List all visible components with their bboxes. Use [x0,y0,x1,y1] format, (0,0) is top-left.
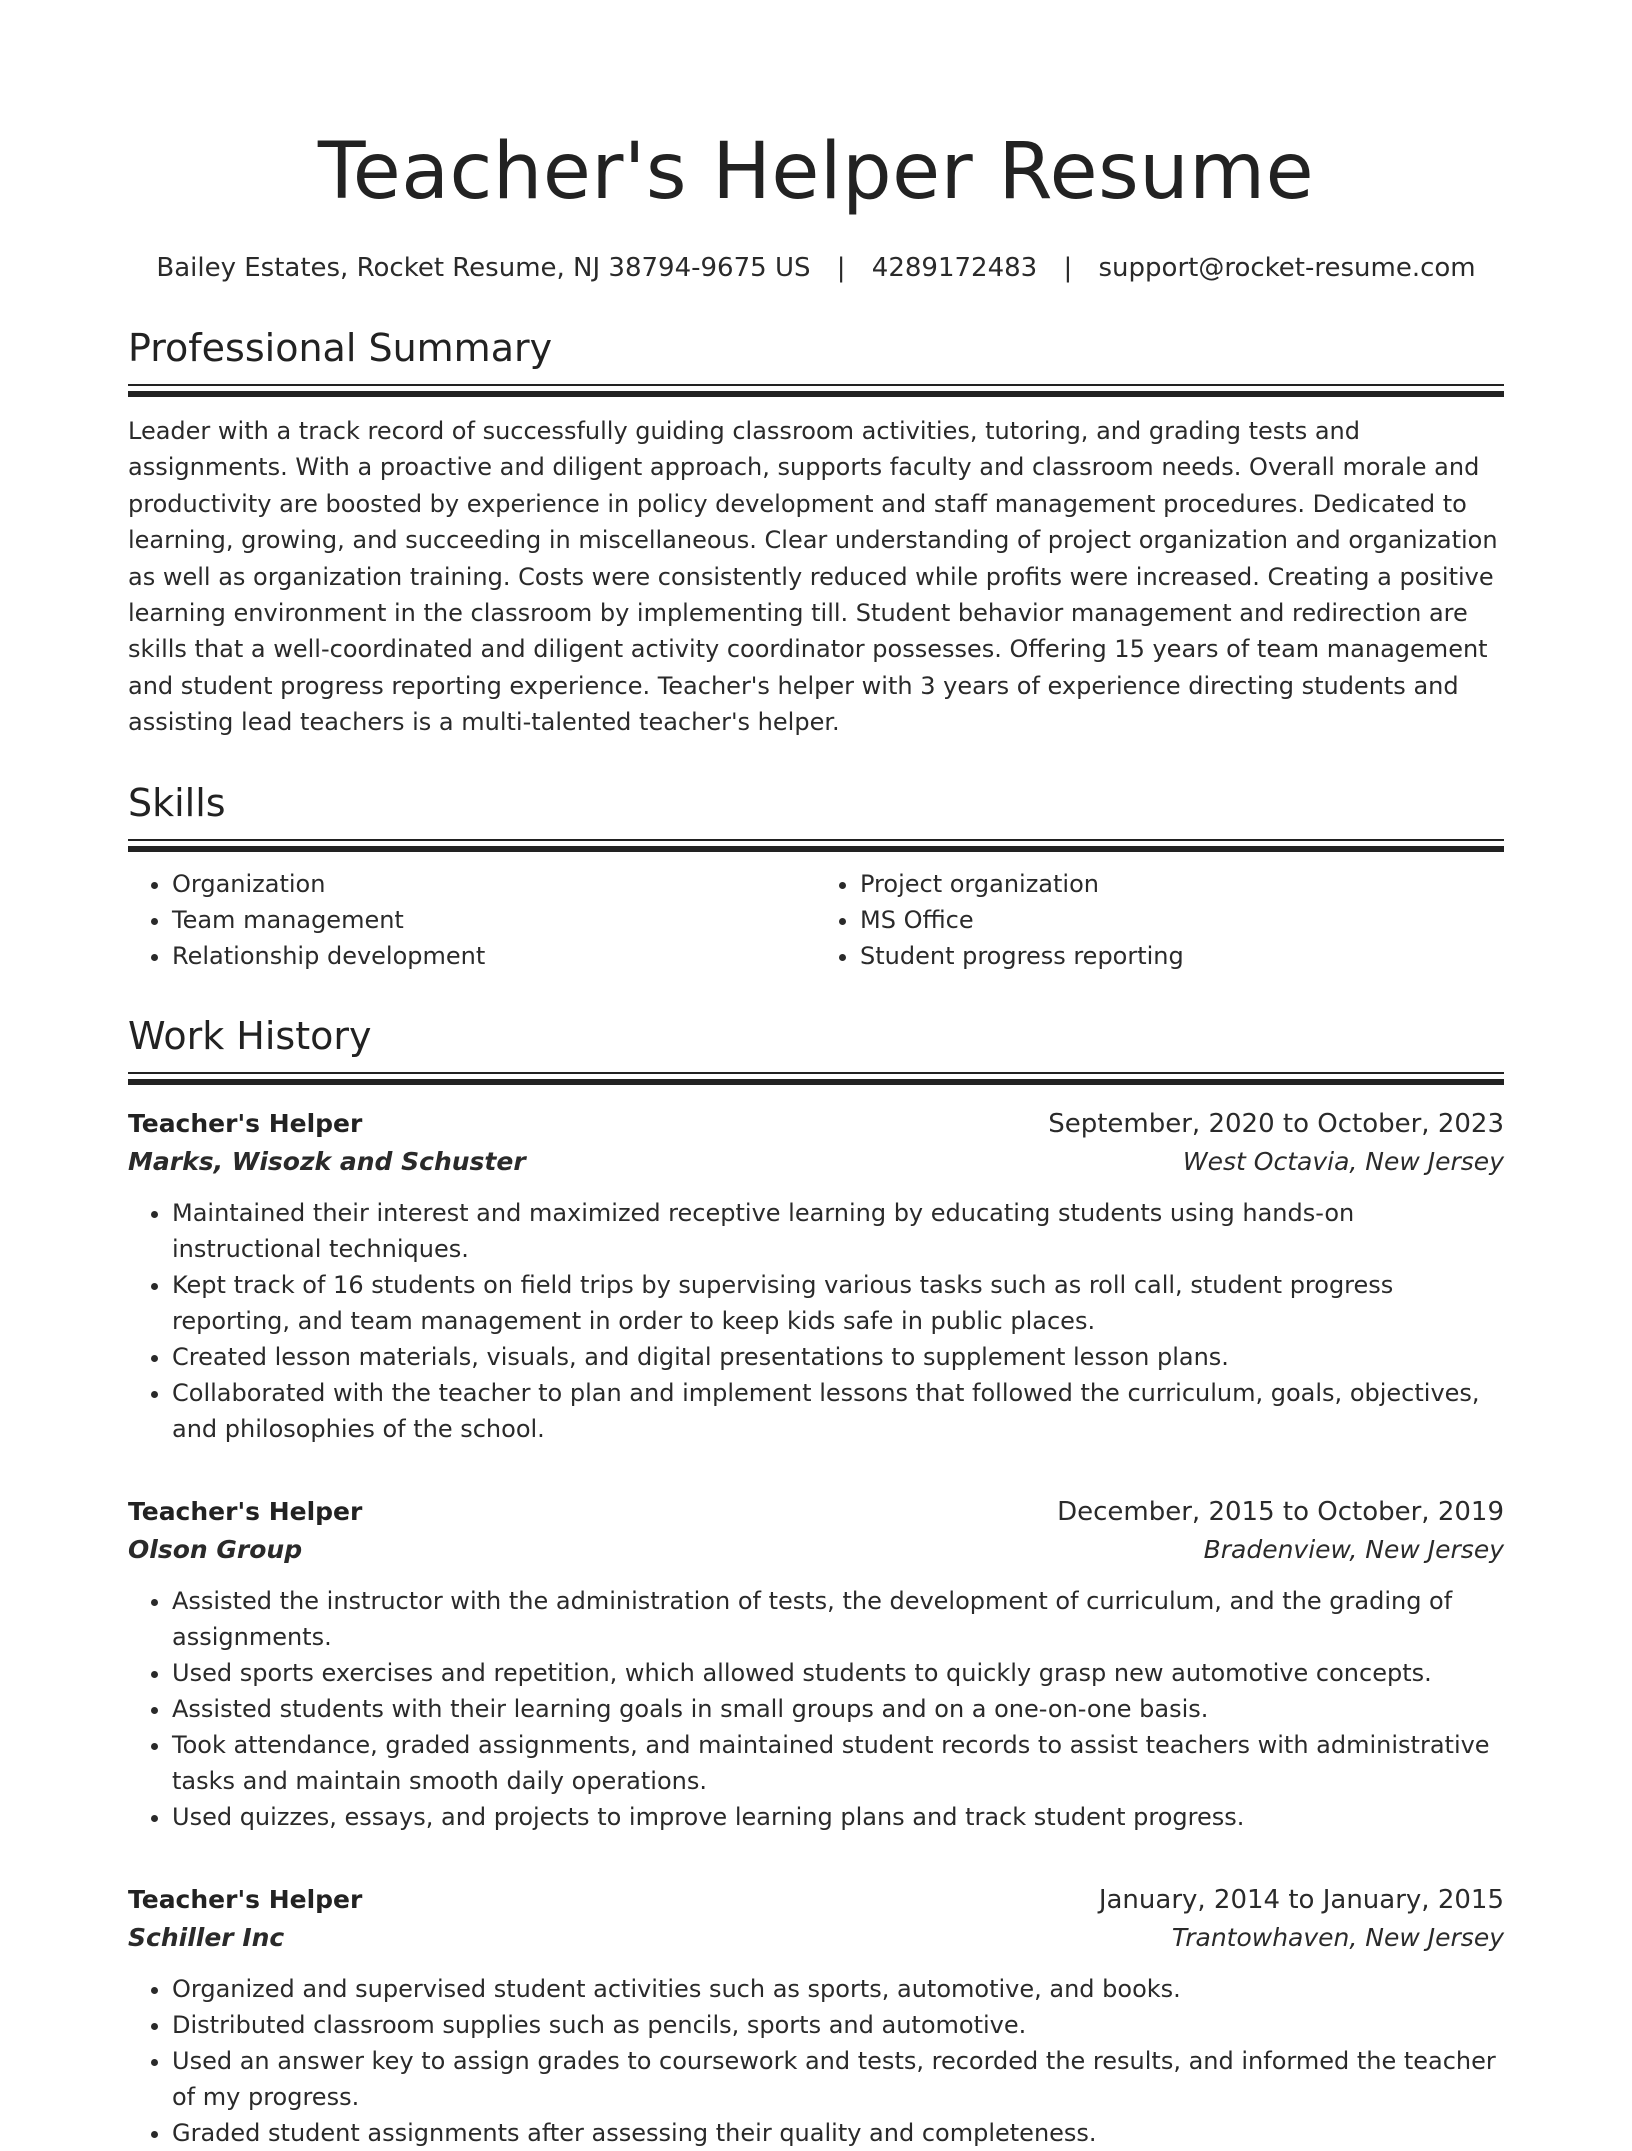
job-duty-item: • Took attendance, graded assignments, and maintained student records to assist teachers with administrative tasks and maintain smooth daily operations. [172,1727,1504,1799]
job-duty-item: • Assisted students with their learning goals in small groups and on a one-on-one basis. [172,1691,1504,1727]
work-history-heading: Work History [128,1013,372,1058]
job-duty-item: • Used an answer key to assign grades to coursework and tests, recorded the results, and informed the teacher of my progress. [172,2043,1504,2115]
job-company-row [128,1531,1504,1569]
job-duty-item: • Maintained their interest and maximized receptive learning by educating students using hands-on instructional techniques. [172,1195,1504,1267]
job-duty-item: • Created lesson materials, visuals, and digital presentations to supplement lesson plans. [172,1339,1504,1375]
job-header-row [128,1105,1504,1143]
work-history-section [128,1012,1504,2151]
contact-address: Bailey Estates, Rocket Resume, NJ 38794-9675 US [156,253,811,283]
contact-email: support@rocket-resume.com [1098,253,1476,283]
job-company: Marks, Wisozk and Schuster [128,1146,526,1176]
contact-separator: | [836,253,846,283]
contact-separator: | [1063,253,1073,283]
job-duties [128,1583,1504,1835]
contact-line [128,250,1504,286]
skills-list-left [128,866,816,974]
skill-item: • MS Office [860,902,1504,938]
summary-heading: Professional Summary [128,326,553,370]
job-company: Olson Group [128,1534,303,1564]
job-duty-item: • Distributed classroom supplies such as pencils, sports and automotive. [172,2007,1504,2043]
section-divider [128,384,1504,397]
skill-item: • Relationship development [172,938,816,974]
job-header-row [128,1881,1504,1919]
skill-item: • Organization [172,866,816,902]
job-dates: January, 2014 to January, 2015 [1098,1884,1504,1915]
job-dates: December, 2015 to October, 2019 [1057,1496,1504,1527]
skills-section [128,779,1504,974]
skill-item: • Team management [172,902,816,938]
job-duty-item: • Collaborated with the teacher to plan and implement lessons that followed the curriculum, goals, objectives, and philosophies of the school. [172,1375,1504,1447]
job-entry [128,1881,1504,2151]
job-duty-item: • Used sports exercises and repetition, which allowed students to quickly grasp new automotive concepts. [172,1655,1504,1691]
job-duty-item: • Organized and supervised student activities such as sports, automotive, and books. [172,1971,1504,2007]
section-divider [128,839,1504,852]
job-duty-item: • Used quizzes, essays, and projects to improve learning plans and track student progress. [172,1799,1504,1835]
job-company: Schiller Inc [128,1922,285,1952]
job-location: Trantowhaven, New Jersey [1171,1922,1504,1952]
job-dates: September, 2020 to October, 2023 [1048,1108,1504,1139]
job-duties [128,1971,1504,2151]
resume-title: Teacher's Helper Resume [317,127,1315,217]
section-divider [128,1072,1504,1085]
job-title: Teacher's Helper [128,1108,363,1138]
skill-item: • Project organization [860,866,1504,902]
job-location: Bradenview, New Jersey [1203,1534,1504,1564]
contact-phone: 4289172483 [871,253,1038,283]
skills-grid [128,866,1504,974]
skill-item: • Student progress reporting [860,938,1504,974]
skills-list-right [816,866,1504,974]
job-duties [128,1195,1504,1447]
job-company-row [128,1143,1504,1181]
job-duty-item: • Graded student assignments after assessing their quality and completeness. [172,2115,1504,2151]
skills-heading: Skills [128,780,226,825]
job-duty-item: • Kept track of 16 students on field trips by supervising various tasks such as roll call, student progress reporting, and team management in order to keep kids safe in public places. [172,1267,1504,1339]
job-location: West Octavia, New Jersey [1182,1146,1504,1176]
summary-text: Leader with a track record of successfully guiding classroom activities, tutoring, and grading tests and assignments. With a proactive and diligent approach, supports faculty and classroom needs. Overall morale and productivity are boosted by experience in policy development and staff management procedures. Dedicated to learning, growing, and succeeding in miscellaneous. Clear understanding of project organization and organization as well as organization training. Costs were consistently reduced while profits were increased. Creating a positive learning environment in the classroom by implementing till. Student behavior management and redirection are skills that a well-coordinated and diligent activity coordinator possesses. Offering 15 years of team management and student progress reporting experience. Teacher's helper with 3 years of experience directing students and assisting lead teachers is a multi-talented teacher's helper. [128,417,1498,737]
job-header-row [128,1493,1504,1531]
job-entry [128,1493,1504,1835]
summary-section [128,324,1504,741]
job-title: Teacher's Helper [128,1496,363,1526]
job-entry [128,1105,1504,1447]
job-company-row [128,1919,1504,1957]
job-duty-item: • Assisted the instructor with the administration of tests, the development of curriculum, and the grading of assignments. [172,1583,1504,1655]
job-title: Teacher's Helper [128,1884,363,1914]
